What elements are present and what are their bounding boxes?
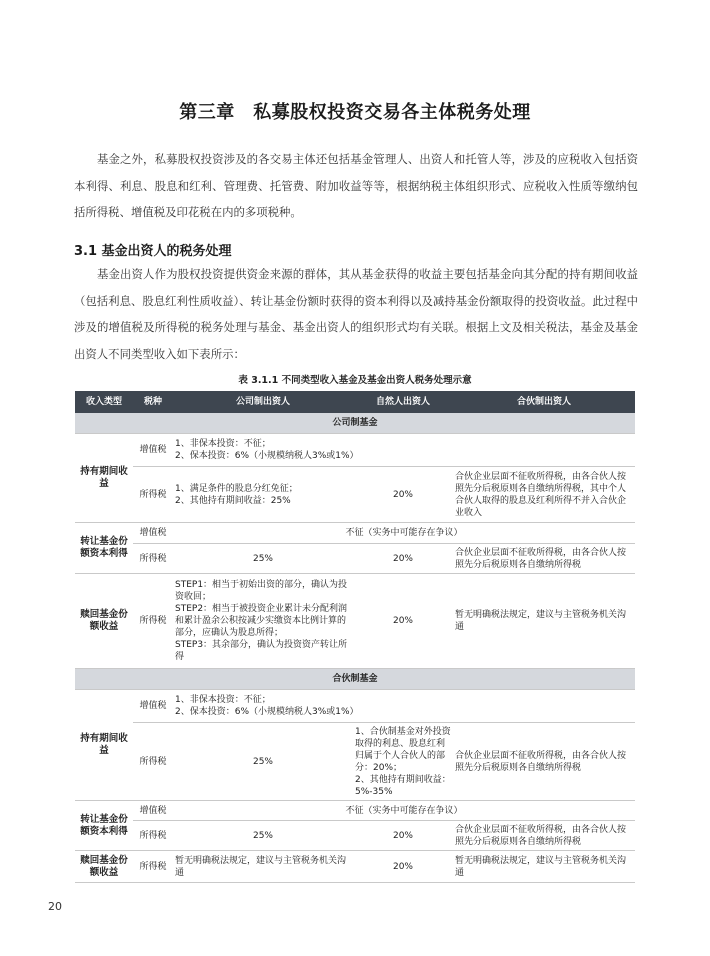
tax-type-cell: 增值税 [133,434,173,467]
category-cell: 持有期间收益 [75,690,133,801]
category-cell: 转让基金份额资本利得 [75,801,133,851]
corporate-investor-cell: 1、满足条件的股息分红免征； 2、其他持有期间收益：25% [173,467,353,523]
group-header-row [75,413,635,434]
table-row [75,690,635,723]
header-tax-type: 税种 [133,391,173,413]
chapter-title: 第三章 私募股权投资交易各主体税务处理 [179,102,531,123]
group-header-row [75,669,635,690]
empty-cell [453,690,635,723]
category-cell: 赎回基金份额收益 [75,574,133,669]
partnership-investor-cell: 暂无明确税法规定，建议与主管税务机关沟通 [453,851,635,883]
corporate-investor-cell: STEP1：相当于初始出资的部分，确认为投资收回； STEP2：相当于被投资企业累计未分配利润和累计盈余公积按减少实缴资本比例计算的部分，应确认为股息所得； STEP3：其余部分，确认为投资资产转让所得 [173,574,353,669]
table-row [75,434,635,467]
partnership-investor-cell: 暂无明确税法规定，建议与主管税务机关沟通 [453,574,635,669]
table-caption: 表 3.1.1 不同类型收入基金及基金出资人税务处理示意 [238,375,472,386]
table-row [75,544,635,574]
header-income-type: 收入类型 [75,391,133,413]
tax-type-cell: 增值税 [133,690,173,723]
tax-type-cell: 增值税 [133,801,173,821]
corporate-investor-cell: 暂无明确税法规定，建议与主管税务机关沟通 [173,851,353,883]
individual-investor-cell: 20% [353,851,453,883]
category-cell: 持有期间收益 [75,434,133,523]
individual-investor-cell: 1、合伙制基金对外投资取得的利息、股息红利归属于个人合伙人的部分：20%； 2、其他持有期间收益：5%-35% [353,723,453,801]
table-row [75,723,635,801]
partnership-investor-cell: 合伙企业层面不征收所得税，由各合伙人按照先分后税原则各自缴纳所得税 [453,544,635,574]
partnership-investor-cell: 合伙企业层面不征收所得税，由各合伙人按照先分后税原则各自缴纳所得税 [453,821,635,851]
table-row [75,523,635,544]
partnership-investor-cell: 合伙企业层面不征收所得税，由各合伙人按照先分后税原则各自缴纳所得税，其中个人合伙人取得的股息及红利所得不并入合伙企业收入 [453,467,635,523]
tax-type-cell: 所得税 [133,574,173,669]
table-row [75,467,635,523]
section-title: 3.1 基金出资人的税务处理 [74,244,232,259]
tax-type-cell: 所得税 [133,851,173,883]
individual-investor-cell: 20% [353,544,453,574]
header-corporate-investor: 公司制出资人 [173,391,353,413]
category-cell: 转让基金份额资本利得 [75,523,133,574]
category-cell: 赎回基金份额收益 [75,851,133,883]
intro-paragraph: 基金之外，私募股权投资涉及的各交易主体还包括基金管理人、出资人和托管人等，涉及的应税收入包括资本利得、利息、股息和红利、管理费、托管费、附加收益等等，根据纳税主体组织形式、应税收入性质等缴纳包括所得税、增值税及印花税在内的多项税种。 [74,152,638,219]
tax-type-cell: 所得税 [133,544,173,574]
table-row [75,851,635,883]
corporate-investor-cell: 25% [173,544,353,574]
table-row [75,821,635,851]
header-individual-investor: 自然人出资人 [353,391,453,413]
tax-type-cell: 增值税 [133,523,173,544]
table-row [75,574,635,669]
vat-cell: 1、非保本投资：不征； 2、保本投资：6%（小规模纳税人3%或1%） [173,434,453,467]
section-paragraph: 基金出资人作为股权投资提供资金来源的群体，其从基金获得的收益主要包括基金向其分配的持有期间收益（包括利息、股息红利性质收益）、转让基金份额时获得的资本利得以及减持基金份额取得的投资收益。此过程中涉及的增值税及所得税的税务处理与基金、基金出资人的组织形式均有关联。根据上文及相关税法，基金及基金出资人不同类型收入如下表所示： [74,267,638,361]
corporate-investor-cell: 25% [173,821,353,851]
group-name: 合伙制基金 [75,669,635,690]
individual-investor-cell: 20% [353,467,453,523]
vat-cell: 1、非保本投资：不征； 2、保本投资：6%（小规模纳税人3%或1%） [173,690,453,723]
table-header-row [75,391,635,413]
vat-cell: 不征（实务中可能存在争议） [173,523,635,544]
table-row [75,801,635,821]
tax-treatment-table [75,391,635,883]
page-number: 20 [48,900,62,913]
header-partnership-investor: 合伙制出资人 [453,391,635,413]
individual-investor-cell: 20% [353,821,453,851]
corporate-investor-cell: 25% [173,723,353,801]
partnership-investor-cell: 合伙企业层面不征收所得税，由各合伙人按照先分后税原则各自缴纳所得税 [453,723,635,801]
tax-type-cell: 所得税 [133,723,173,801]
group-name: 公司制基金 [75,413,635,434]
vat-cell: 不征（实务中可能存在争议） [173,801,635,821]
empty-cell [453,434,635,467]
individual-investor-cell: 20% [353,574,453,669]
tax-type-cell: 所得税 [133,821,173,851]
tax-type-cell: 所得税 [133,467,173,523]
